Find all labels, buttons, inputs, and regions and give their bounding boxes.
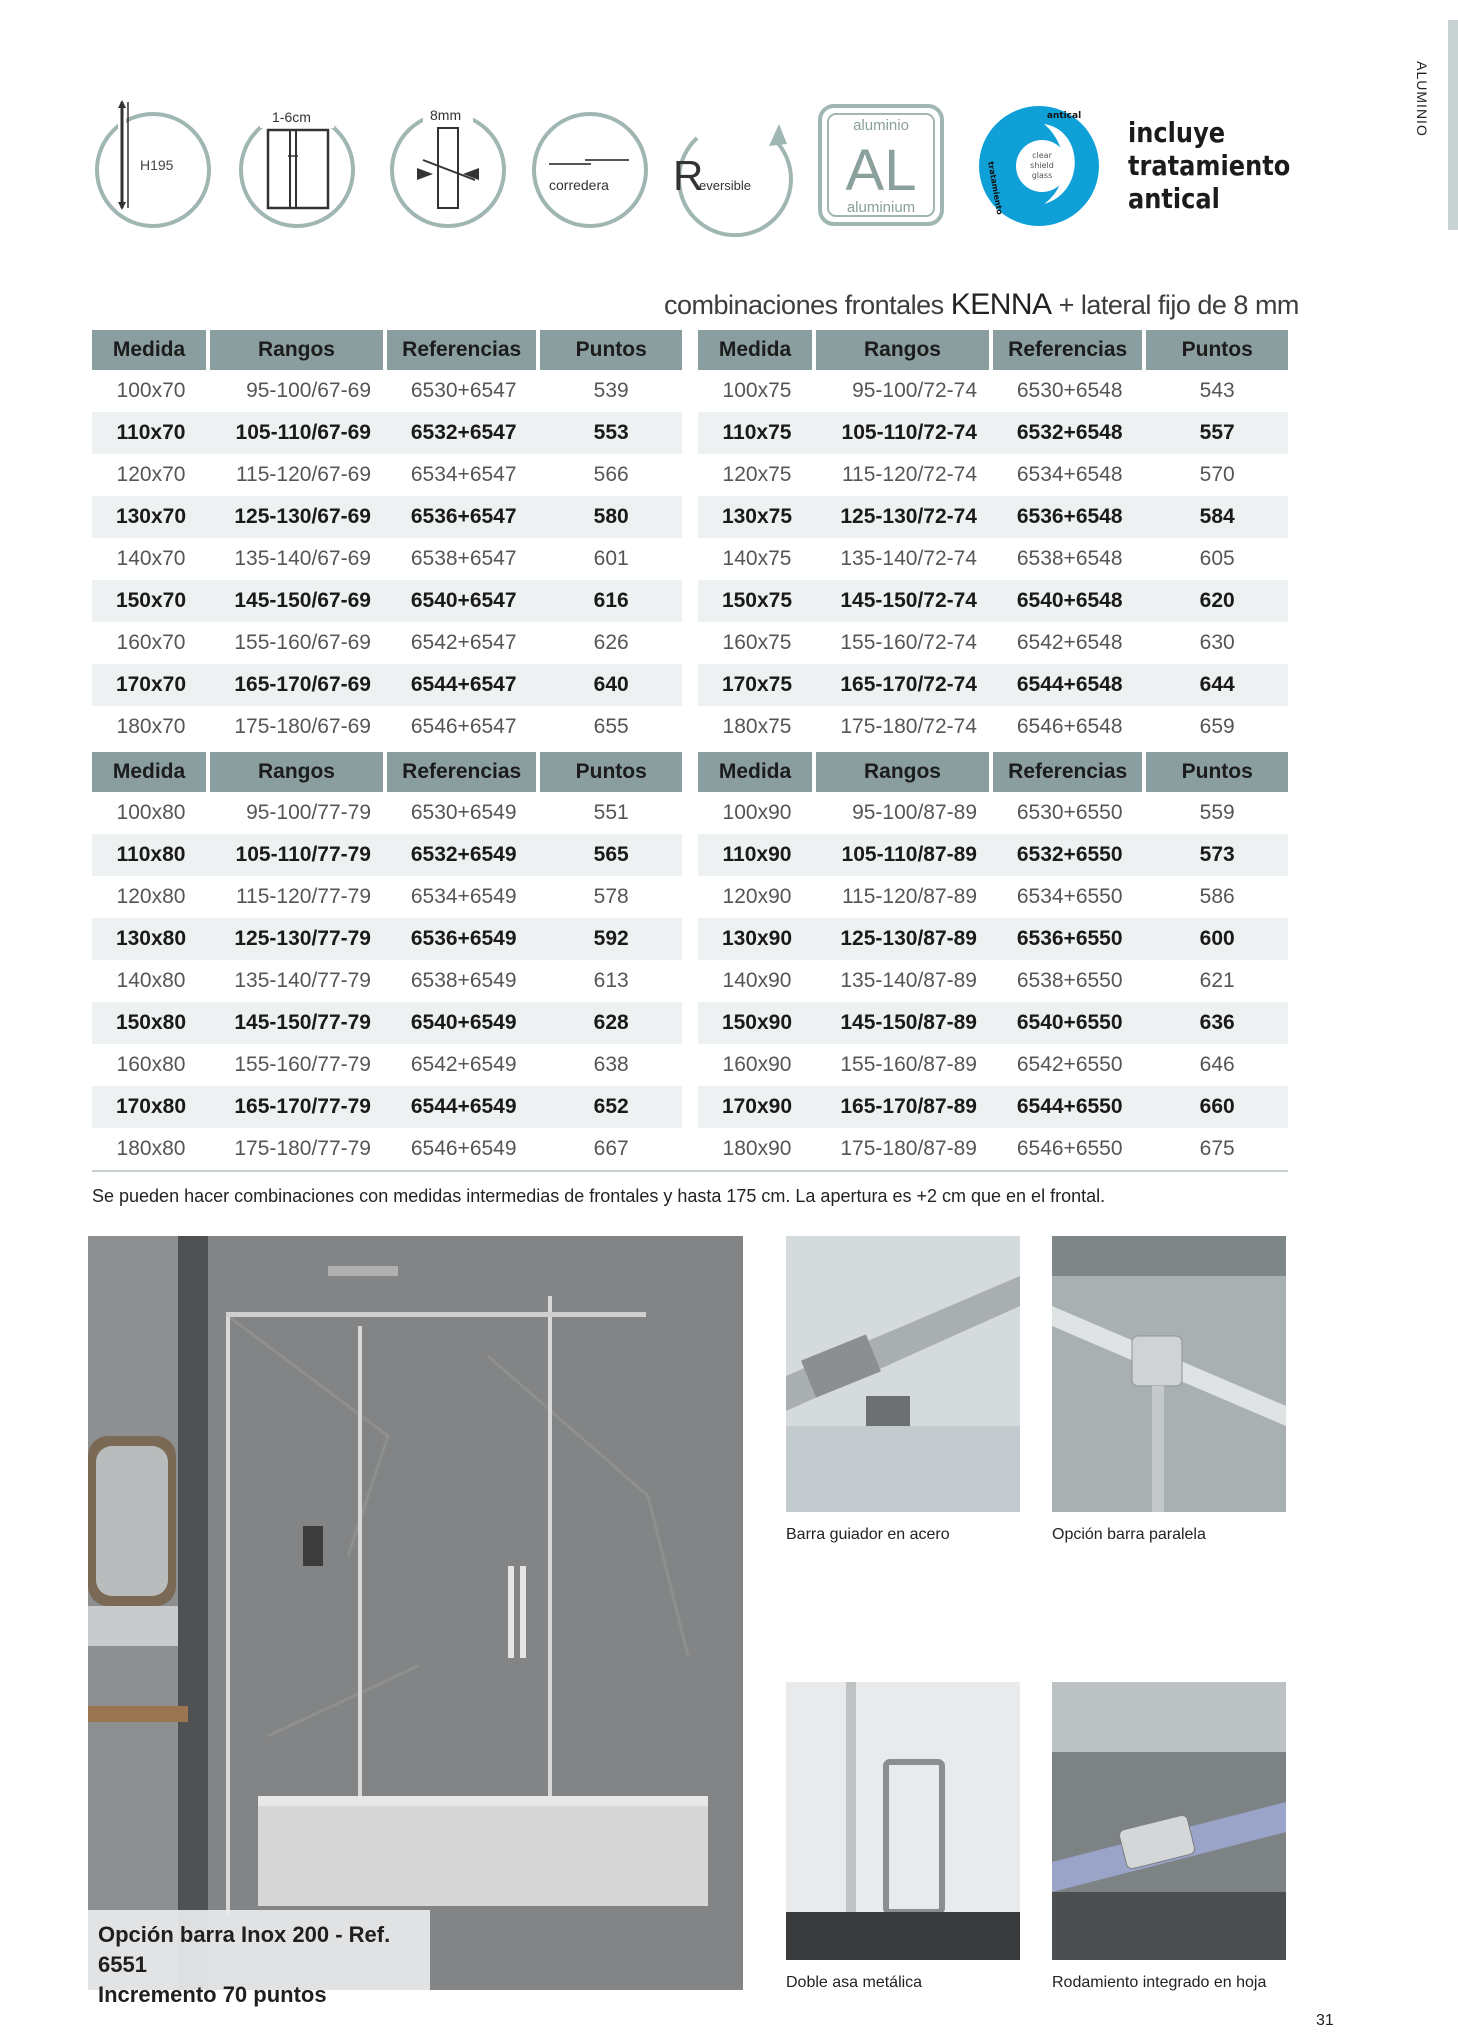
range-cell: 115-120/67-69 — [235, 463, 371, 486]
svg-text:clear: clear — [1032, 151, 1052, 160]
size-cell: 120x80 — [116, 885, 186, 908]
reference-cell: 6534+6550 — [1016, 885, 1123, 908]
points-cell: 636 — [1146, 1002, 1288, 1044]
combinations-note: Se pueden hacer combinaciones con medidas intermedias de frontales y hasta 175 cm. La apertura es +2 cm que en el frontal. — [92, 1186, 1106, 1206]
range-cell: 95-100/67-69 — [246, 379, 371, 402]
range-cell: 95-100/77-79 — [246, 801, 371, 824]
column-header: Referencias — [993, 752, 1146, 792]
size-cell: 140x90 — [722, 969, 792, 992]
range-cell: 135-140/77-79 — [234, 969, 371, 992]
antical-treatment-icon — [974, 100, 1104, 230]
reference-cell: 6532+6549 — [387, 834, 540, 876]
thumb-caption-1: Barra guiador en acero — [786, 1526, 950, 1543]
size-cell: 180x90 — [722, 1137, 792, 1160]
table-row — [92, 960, 682, 1002]
reference-cell: 6542+6550 — [1016, 1053, 1123, 1076]
table-header-row — [92, 330, 682, 370]
reference-cell: 6542+6549 — [410, 1053, 517, 1076]
points-cell: 638 — [593, 1053, 629, 1076]
points-cell: 566 — [593, 463, 629, 486]
points-cell: 592 — [540, 918, 682, 960]
column-header: Referencias — [993, 330, 1146, 370]
thumb-caption-3: Doble asa metálica — [786, 1974, 923, 1991]
reference-cell: 6530+6550 — [1016, 801, 1123, 824]
table-row — [698, 370, 1288, 412]
reference-cell: 6544+6547 — [387, 664, 540, 706]
range-cell: 95-100/72-74 — [852, 379, 977, 402]
table-row — [92, 834, 682, 876]
size-cell: 120x75 — [722, 463, 792, 486]
shower-enclosure-photo — [88, 1236, 743, 2007]
size-cell: 140x80 — [116, 969, 186, 992]
points-cell: 626 — [593, 631, 629, 654]
range-cell: 105-110/67-69 — [210, 412, 387, 454]
column-header: Rangos — [816, 752, 993, 792]
range-cell: 155-160/72-74 — [840, 631, 977, 654]
points-cell: 601 — [593, 547, 629, 570]
points-cell: 660 — [1146, 1086, 1288, 1128]
table-row — [698, 876, 1288, 918]
range-cell: 155-160/77-79 — [234, 1053, 371, 1076]
reference-cell: 6538+6550 — [1016, 969, 1123, 992]
svg-text:8mm: 8mm — [430, 107, 462, 123]
reference-cell: 6542+6547 — [410, 631, 517, 654]
size-cell: 110x70 — [92, 412, 210, 454]
main-photo-caption: Opción barra Inox 200 - Ref. 6551 Incremento 70 puntos — [88, 1910, 430, 1990]
table-row — [698, 1128, 1288, 1170]
price-table-75 — [698, 330, 1288, 748]
size-cell: 140x70 — [116, 547, 186, 570]
range-cell: 135-140/72-74 — [840, 547, 977, 570]
points-cell: 655 — [593, 715, 629, 738]
reference-cell: 6538+6548 — [1016, 547, 1123, 570]
antical-heading: incluye tratamiento antical — [1128, 116, 1291, 215]
size-cell: 170x75 — [698, 664, 816, 706]
parallel-bar-photo — [1052, 1236, 1286, 1512]
size-cell: 140x75 — [722, 547, 792, 570]
reference-cell: 6546+6547 — [410, 715, 517, 738]
height-icon — [88, 100, 218, 230]
guide-bar-photo — [786, 1236, 1020, 1512]
reference-cell: 6530+6549 — [410, 801, 517, 824]
price-table-70 — [92, 330, 682, 748]
points-cell: 551 — [593, 801, 629, 824]
column-header: Puntos — [540, 752, 682, 792]
range-cell: 165-170/67-69 — [210, 664, 387, 706]
reference-cell: 6544+6550 — [993, 1086, 1146, 1128]
size-cell: 150x80 — [92, 1002, 210, 1044]
range-cell: 145-150/67-69 — [210, 580, 387, 622]
reference-cell: 6544+6549 — [387, 1086, 540, 1128]
svg-text:AL: AL — [845, 138, 917, 203]
table-row — [698, 412, 1288, 454]
reference-cell: 6530+6548 — [1016, 379, 1123, 402]
range-cell: 145-150/72-74 — [816, 580, 993, 622]
thumb-caption-4: Rodamiento integrado en hoja — [1052, 1974, 1267, 1991]
table-row — [698, 834, 1288, 876]
table-row — [92, 876, 682, 918]
column-header: Puntos — [540, 330, 682, 370]
range-cell: 175-180/77-79 — [234, 1137, 371, 1160]
svg-text:aluminio: aluminio — [853, 117, 909, 134]
price-table-90 — [698, 752, 1288, 1170]
range-cell: 125-130/77-79 — [210, 918, 387, 960]
column-header: Medida — [92, 330, 210, 370]
reference-cell: 6546+6550 — [1016, 1137, 1123, 1160]
table-header-row — [698, 752, 1288, 792]
size-cell: 130x70 — [92, 496, 210, 538]
range-cell: 135-140/67-69 — [234, 547, 371, 570]
svg-text:tratamiento: tratamiento — [986, 160, 1005, 216]
svg-text:R: R — [673, 152, 704, 199]
points-cell: 586 — [1199, 885, 1235, 908]
points-cell: 667 — [593, 1137, 629, 1160]
page-number: 31 — [1316, 2012, 1334, 2029]
reference-cell: 6540+6547 — [387, 580, 540, 622]
size-cell: 170x90 — [698, 1086, 816, 1128]
size-cell: 130x75 — [698, 496, 816, 538]
range-cell: 105-110/77-79 — [210, 834, 387, 876]
aluminium-icon — [816, 100, 946, 230]
column-header: Puntos — [1146, 330, 1288, 370]
reference-cell: 6540+6548 — [993, 580, 1146, 622]
table-row — [92, 622, 682, 664]
table-row — [92, 706, 682, 748]
reference-cell: 6532+6547 — [387, 412, 540, 454]
points-cell: 652 — [540, 1086, 682, 1128]
table-row — [92, 370, 682, 412]
column-header: Medida — [92, 752, 210, 792]
size-cell: 110x80 — [92, 834, 210, 876]
glass-thickness-icon — [383, 100, 513, 230]
reference-cell: 6542+6548 — [1016, 631, 1123, 654]
table-row — [698, 622, 1288, 664]
table-row — [92, 454, 682, 496]
size-cell: 100x70 — [116, 379, 186, 402]
range-cell: 165-170/72-74 — [816, 664, 993, 706]
column-header: Rangos — [210, 752, 387, 792]
table-row — [92, 538, 682, 580]
points-cell: 640 — [540, 664, 682, 706]
range-cell: 145-150/87-89 — [816, 1002, 993, 1044]
column-header: Referencias — [387, 330, 540, 370]
combinations-title: combinaciones frontales KENNA + lateral fijo de 8 mm — [664, 288, 1299, 321]
table-row — [92, 664, 682, 706]
points-cell: 675 — [1199, 1137, 1235, 1160]
svg-text:aluminium: aluminium — [846, 199, 916, 216]
range-cell: 125-130/87-89 — [816, 918, 993, 960]
points-cell: 630 — [1199, 631, 1235, 654]
range-cell: 115-120/72-74 — [841, 463, 977, 486]
size-cell: 110x75 — [698, 412, 816, 454]
table-row — [92, 792, 682, 834]
range-cell: 175-180/67-69 — [234, 715, 371, 738]
points-cell: 570 — [1199, 463, 1235, 486]
reference-cell: 6530+6547 — [410, 379, 517, 402]
column-header: Referencias — [387, 752, 540, 792]
section-tab — [1448, 20, 1458, 230]
table-row — [698, 538, 1288, 580]
points-cell: 646 — [1199, 1053, 1235, 1076]
size-cell: 180x75 — [722, 715, 792, 738]
reference-cell: 6536+6549 — [387, 918, 540, 960]
points-cell: 644 — [1146, 664, 1288, 706]
points-cell: 584 — [1146, 496, 1288, 538]
points-cell: 578 — [593, 885, 629, 908]
svg-text:eversible: eversible — [699, 178, 752, 193]
sliding-door-icon — [525, 100, 655, 230]
points-cell: 539 — [593, 379, 629, 402]
svg-text:shield: shield — [1030, 161, 1054, 170]
reference-cell: 6536+6550 — [993, 918, 1146, 960]
points-cell: 628 — [540, 1002, 682, 1044]
size-cell: 180x80 — [116, 1137, 186, 1160]
column-header: Rangos — [816, 330, 993, 370]
double-handle-photo — [786, 1682, 1020, 1960]
size-cell: 100x90 — [722, 801, 792, 824]
reference-cell: 6546+6548 — [1016, 715, 1123, 738]
size-cell: 120x70 — [116, 463, 186, 486]
table-row — [698, 1044, 1288, 1086]
range-cell: 145-150/77-79 — [210, 1002, 387, 1044]
reference-cell: 6532+6550 — [993, 834, 1146, 876]
range-cell: 125-130/67-69 — [210, 496, 387, 538]
reference-cell: 6534+6548 — [1016, 463, 1123, 486]
reference-cell: 6540+6550 — [993, 1002, 1146, 1044]
reference-cell: 6546+6549 — [410, 1137, 517, 1160]
table-divider — [92, 1170, 1288, 1172]
price-table-80 — [92, 752, 682, 1170]
table-row — [92, 580, 682, 622]
reference-cell: 6538+6547 — [410, 547, 517, 570]
range-cell: 125-130/72-74 — [816, 496, 993, 538]
table-header-row — [92, 752, 682, 792]
table-row — [698, 1086, 1288, 1128]
table-row — [698, 496, 1288, 538]
svg-text:H195: H195 — [140, 157, 174, 173]
reference-cell: 6544+6548 — [993, 664, 1146, 706]
size-cell: 170x70 — [92, 664, 210, 706]
points-cell: 605 — [1199, 547, 1235, 570]
size-cell: 180x70 — [116, 715, 186, 738]
points-cell: 616 — [540, 580, 682, 622]
adjustment-icon — [232, 100, 362, 230]
reference-cell: 6532+6548 — [993, 412, 1146, 454]
points-cell: 659 — [1199, 715, 1235, 738]
points-cell: 573 — [1146, 834, 1288, 876]
table-row — [92, 1086, 682, 1128]
size-cell: 130x80 — [92, 918, 210, 960]
column-header: Medida — [698, 752, 816, 792]
reference-cell: 6540+6549 — [387, 1002, 540, 1044]
svg-text:corredera: corredera — [549, 177, 609, 193]
range-cell: 155-160/87-89 — [840, 1053, 977, 1076]
table-row — [698, 706, 1288, 748]
range-cell: 95-100/87-89 — [852, 801, 977, 824]
size-cell: 160x70 — [116, 631, 186, 654]
range-cell: 135-140/87-89 — [840, 969, 977, 992]
range-cell: 175-180/87-89 — [840, 1137, 977, 1160]
points-cell: 621 — [1199, 969, 1235, 992]
section-label: ALUMINIO — [1414, 61, 1430, 137]
range-cell: 165-170/77-79 — [210, 1086, 387, 1128]
svg-text:glass: glass — [1031, 171, 1053, 180]
range-cell: 105-110/87-89 — [816, 834, 993, 876]
size-cell: 160x75 — [722, 631, 792, 654]
points-cell: 565 — [540, 834, 682, 876]
column-header: Medida — [698, 330, 816, 370]
table-header-row — [698, 330, 1288, 370]
range-cell: 165-170/87-89 — [816, 1086, 993, 1128]
reference-cell: 6536+6548 — [993, 496, 1146, 538]
table-row — [92, 1128, 682, 1170]
table-row — [698, 792, 1288, 834]
table-row — [92, 412, 682, 454]
size-cell: 160x80 — [116, 1053, 186, 1076]
size-cell: 110x90 — [698, 834, 816, 876]
size-cell: 120x90 — [722, 885, 792, 908]
size-cell: 170x80 — [92, 1086, 210, 1128]
points-cell: 600 — [1146, 918, 1288, 960]
table-row — [698, 454, 1288, 496]
range-cell: 115-120/87-89 — [841, 885, 977, 908]
reference-cell: 6538+6549 — [410, 969, 517, 992]
range-cell: 155-160/67-69 — [234, 631, 371, 654]
table-row — [698, 1002, 1288, 1044]
table-row — [698, 580, 1288, 622]
table-row — [698, 960, 1288, 1002]
range-cell: 105-110/72-74 — [816, 412, 993, 454]
points-cell: 553 — [540, 412, 682, 454]
points-cell: 620 — [1146, 580, 1288, 622]
table-row — [92, 918, 682, 960]
size-cell: 150x90 — [698, 1002, 816, 1044]
points-cell: 557 — [1146, 412, 1288, 454]
thumb-caption-2: Opción barra paralela — [1052, 1526, 1206, 1543]
reference-cell: 6534+6547 — [410, 463, 517, 486]
range-cell: 175-180/72-74 — [840, 715, 977, 738]
points-cell: 613 — [593, 969, 629, 992]
size-cell: 160x90 — [722, 1053, 792, 1076]
reference-cell: 6536+6547 — [387, 496, 540, 538]
table-row — [92, 496, 682, 538]
range-cell: 115-120/77-79 — [235, 885, 371, 908]
table-row — [698, 918, 1288, 960]
points-cell: 543 — [1199, 379, 1235, 402]
svg-text:antical: antical — [1046, 111, 1082, 121]
svg-text:1-6cm: 1-6cm — [272, 109, 311, 125]
points-cell: 559 — [1199, 801, 1235, 824]
size-cell: 130x90 — [698, 918, 816, 960]
size-cell: 150x70 — [92, 580, 210, 622]
column-header: Rangos — [210, 330, 387, 370]
reversible-icon — [667, 100, 797, 230]
reference-cell: 6534+6549 — [410, 885, 517, 908]
size-cell: 150x75 — [698, 580, 816, 622]
points-cell: 580 — [540, 496, 682, 538]
column-header: Puntos — [1146, 752, 1288, 792]
size-cell: 100x75 — [722, 379, 792, 402]
table-row — [92, 1002, 682, 1044]
table-row — [92, 1044, 682, 1086]
size-cell: 100x80 — [116, 801, 186, 824]
table-row — [698, 664, 1288, 706]
integrated-roller-photo — [1052, 1682, 1286, 1960]
